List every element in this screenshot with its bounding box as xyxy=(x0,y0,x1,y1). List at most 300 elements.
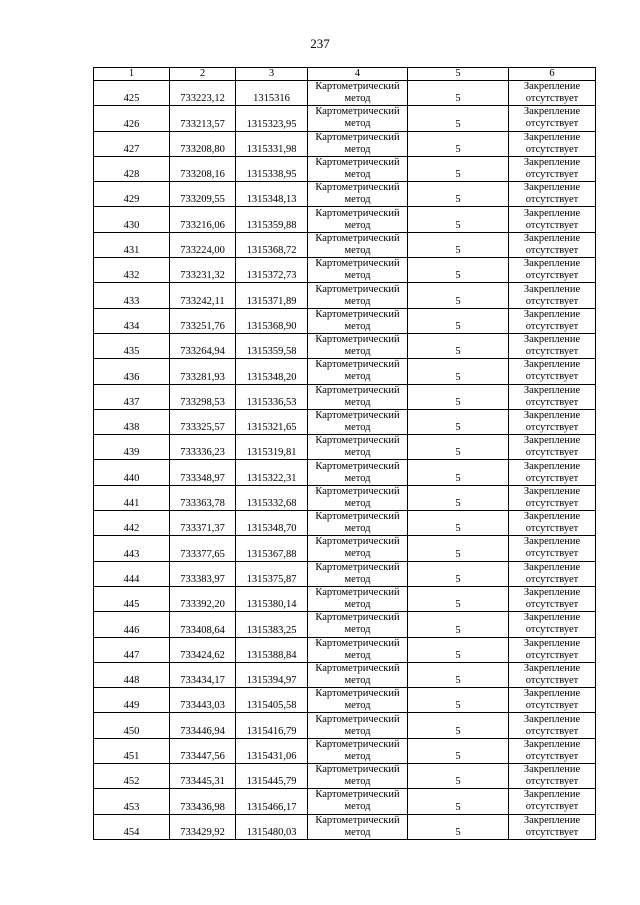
table-row xyxy=(94,131,596,156)
method-cell-line-2: метод xyxy=(344,776,371,788)
method-cell-line-1: Картометрический xyxy=(315,359,400,371)
table-row xyxy=(94,258,596,283)
method-cell-line-1: Картометрический xyxy=(315,232,400,244)
point-number-cell: 444 xyxy=(94,561,170,586)
method-cell-line-1: Картометрический xyxy=(315,283,400,295)
point-number-cell: 437 xyxy=(94,384,170,409)
accuracy-cell: 5 xyxy=(408,713,509,738)
fixation-cell-line-1: Закрепление xyxy=(523,308,581,320)
accuracy-cell: 5 xyxy=(408,409,509,434)
header-row xyxy=(94,68,596,81)
fixation-cell xyxy=(509,511,596,536)
accuracy-cell: 5 xyxy=(408,511,509,536)
method-cell-line-2: метод xyxy=(344,143,371,155)
method-cell-line-1: Картометрический xyxy=(315,131,400,143)
method-cell-line-1: Картометрический xyxy=(315,561,400,573)
method-cell xyxy=(308,662,408,687)
y-coordinate-cell: 1315323,95 xyxy=(236,106,308,131)
point-number-cell: 450 xyxy=(94,713,170,738)
coordinates-table xyxy=(93,67,596,840)
table-row xyxy=(94,662,596,687)
y-coordinate-cell: 1315348,20 xyxy=(236,359,308,384)
fixation-cell xyxy=(509,561,596,586)
fixation-cell xyxy=(509,81,596,106)
method-cell-line-2: метод xyxy=(344,244,371,256)
x-coordinate-cell: 733424,62 xyxy=(170,637,236,662)
point-number-cell: 445 xyxy=(94,586,170,611)
x-coordinate-cell: 733377,65 xyxy=(170,536,236,561)
point-number-cell: 440 xyxy=(94,460,170,485)
accuracy-cell: 5 xyxy=(408,536,509,561)
fixation-cell-line-1: Закрепление xyxy=(523,258,581,270)
x-coordinate-cell: 733447,56 xyxy=(170,738,236,763)
y-coordinate-cell: 1315480,03 xyxy=(236,814,308,839)
table-row xyxy=(94,485,596,510)
fixation-cell-line-2: отсутствует xyxy=(525,447,579,459)
fixation-cell-line-2: отсутствует xyxy=(525,295,579,307)
fixation-cell-line-1: Закрепление xyxy=(523,789,581,801)
table-row xyxy=(94,738,596,763)
fixation-cell-line-2: отсутствует xyxy=(525,776,579,788)
fixation-cell xyxy=(509,435,596,460)
header-cell-5: 5 xyxy=(408,68,509,81)
x-coordinate-cell: 733325,57 xyxy=(170,409,236,434)
x-coordinate-cell: 733216,06 xyxy=(170,207,236,232)
table-row xyxy=(94,232,596,257)
method-cell xyxy=(308,182,408,207)
method-cell-line-1: Картометрический xyxy=(315,334,400,346)
fixation-cell xyxy=(509,207,596,232)
fixation-cell-line-2: отсутствует xyxy=(525,371,579,383)
fixation-cell-line-1: Закрепление xyxy=(523,384,581,396)
fixation-cell xyxy=(509,738,596,763)
fixation-cell-line-1: Закрепление xyxy=(523,182,581,194)
x-coordinate-cell: 733429,92 xyxy=(170,814,236,839)
method-cell-line-1: Картометрический xyxy=(315,258,400,270)
y-coordinate-cell: 1315368,72 xyxy=(236,232,308,257)
fixation-cell-line-2: отсутствует xyxy=(525,244,579,256)
fixation-cell-line-2: отсутствует xyxy=(525,674,579,686)
x-coordinate-cell: 733348,97 xyxy=(170,460,236,485)
point-number-cell: 433 xyxy=(94,283,170,308)
fixation-cell-line-1: Закрепление xyxy=(523,359,581,371)
table-row xyxy=(94,460,596,485)
method-cell xyxy=(308,384,408,409)
table-body xyxy=(94,81,596,840)
y-coordinate-cell: 1315367,88 xyxy=(236,536,308,561)
point-number-cell: 425 xyxy=(94,81,170,106)
method-cell-line-1: Картометрический xyxy=(315,384,400,396)
y-coordinate-cell: 1315416,79 xyxy=(236,713,308,738)
table-row xyxy=(94,688,596,713)
fixation-cell-line-2: отсутствует xyxy=(525,472,579,484)
method-cell xyxy=(308,131,408,156)
x-coordinate-cell: 733223,12 xyxy=(170,81,236,106)
fixation-cell-line-1: Закрепление xyxy=(523,688,581,700)
method-cell-line-1: Картометрический xyxy=(315,713,400,725)
fixation-cell-line-2: отсутствует xyxy=(525,396,579,408)
fixation-cell xyxy=(509,232,596,257)
method-cell-line-2: метод xyxy=(344,396,371,408)
table-row xyxy=(94,612,596,637)
fixation-cell-line-1: Закрепление xyxy=(523,207,581,219)
header-cell-2: 2 xyxy=(170,68,236,81)
x-coordinate-cell: 733363,78 xyxy=(170,485,236,510)
method-cell-line-1: Картометрический xyxy=(315,536,400,548)
accuracy-cell: 5 xyxy=(408,764,509,789)
method-cell xyxy=(308,156,408,181)
accuracy-cell: 5 xyxy=(408,814,509,839)
accuracy-cell: 5 xyxy=(408,612,509,637)
point-number-cell: 432 xyxy=(94,258,170,283)
table-row xyxy=(94,814,596,839)
method-cell xyxy=(308,435,408,460)
fixation-cell xyxy=(509,662,596,687)
table-row xyxy=(94,283,596,308)
fixation-cell xyxy=(509,131,596,156)
y-coordinate-cell: 1315322,31 xyxy=(236,460,308,485)
fixation-cell-line-1: Закрепление xyxy=(523,460,581,472)
fixation-cell-line-1: Закрепление xyxy=(523,612,581,624)
fixation-cell-line-1: Закрепление xyxy=(523,410,581,421)
method-cell-line-1: Картометрический xyxy=(315,738,400,750)
method-cell-line-1: Картометрический xyxy=(315,157,400,169)
method-cell-line-1: Картометрический xyxy=(315,789,400,801)
table-row xyxy=(94,511,596,536)
point-number-cell: 449 xyxy=(94,688,170,713)
method-cell-line-2: метод xyxy=(344,219,371,231)
accuracy-cell: 5 xyxy=(408,586,509,611)
method-cell xyxy=(308,713,408,738)
fixation-cell-line-1: Закрепление xyxy=(523,283,581,295)
y-coordinate-cell: 1315336,53 xyxy=(236,384,308,409)
fixation-cell-line-1: Закрепление xyxy=(523,511,581,523)
fixation-cell-line-1: Закрепление xyxy=(523,106,581,118)
y-coordinate-cell: 1315466,17 xyxy=(236,789,308,814)
x-coordinate-cell: 733443,03 xyxy=(170,688,236,713)
fixation-cell-line-2: отсутствует xyxy=(525,599,579,611)
point-number-cell: 431 xyxy=(94,232,170,257)
y-coordinate-cell: 1315316 xyxy=(236,81,308,106)
accuracy-cell: 5 xyxy=(408,207,509,232)
fixation-cell xyxy=(509,359,596,384)
method-cell xyxy=(308,207,408,232)
method-cell xyxy=(308,485,408,510)
fixation-cell xyxy=(509,106,596,131)
fixation-cell-line-2: отсутствует xyxy=(525,169,579,181)
fixation-cell-line-2: отсутствует xyxy=(525,270,579,282)
fixation-cell-line-1: Закрепление xyxy=(523,637,581,649)
fixation-cell-line-2: отсутствует xyxy=(525,548,579,560)
accuracy-cell: 5 xyxy=(408,308,509,333)
point-number-cell: 427 xyxy=(94,131,170,156)
accuracy-cell: 5 xyxy=(408,106,509,131)
fixation-cell-line-2: отсутствует xyxy=(525,523,579,535)
accuracy-cell: 5 xyxy=(408,333,509,358)
method-cell-line-2: метод xyxy=(344,599,371,611)
y-coordinate-cell: 1315359,58 xyxy=(236,333,308,358)
method-cell-line-1: Картометрический xyxy=(315,511,400,523)
fixation-cell xyxy=(509,409,596,434)
method-cell-line-1: Картометрический xyxy=(315,764,400,776)
y-coordinate-cell: 1315359,88 xyxy=(236,207,308,232)
method-cell-line-2: метод xyxy=(344,422,371,433)
accuracy-cell: 5 xyxy=(408,485,509,510)
header-cell-4: 4 xyxy=(308,68,408,81)
fixation-cell-line-2: отсутствует xyxy=(525,725,579,737)
accuracy-cell: 5 xyxy=(408,384,509,409)
x-coordinate-cell: 733231,32 xyxy=(170,258,236,283)
method-cell-line-2: метод xyxy=(344,194,371,206)
y-coordinate-cell: 1315394,97 xyxy=(236,662,308,687)
method-cell-line-1: Картометрический xyxy=(315,637,400,649)
method-cell xyxy=(308,764,408,789)
fixation-cell-line-2: отсутствует xyxy=(525,624,579,636)
method-cell-line-2: метод xyxy=(344,725,371,737)
point-number-cell: 439 xyxy=(94,435,170,460)
table-row xyxy=(94,637,596,662)
method-cell-line-2: метод xyxy=(344,118,371,130)
fixation-cell-line-1: Закрепление xyxy=(523,764,581,776)
accuracy-cell: 5 xyxy=(408,232,509,257)
method-cell xyxy=(308,637,408,662)
fixation-cell-line-1: Закрепление xyxy=(523,485,581,497)
table-row xyxy=(94,713,596,738)
x-coordinate-cell: 733281,93 xyxy=(170,359,236,384)
method-cell xyxy=(308,359,408,384)
y-coordinate-cell: 1315375,87 xyxy=(236,561,308,586)
x-coordinate-cell: 733224,00 xyxy=(170,232,236,257)
method-cell-line-1: Картометрический xyxy=(315,587,400,599)
fixation-cell-line-2: отсутствует xyxy=(525,118,579,130)
method-cell xyxy=(308,536,408,561)
fixation-cell-line-2: отсутствует xyxy=(525,826,579,838)
table-row xyxy=(94,308,596,333)
table-row xyxy=(94,182,596,207)
table-row xyxy=(94,435,596,460)
y-coordinate-cell: 1315380,14 xyxy=(236,586,308,611)
fixation-cell xyxy=(509,789,596,814)
fixation-cell-line-1: Закрепление xyxy=(523,587,581,599)
method-cell xyxy=(308,106,408,131)
x-coordinate-cell: 733446,94 xyxy=(170,713,236,738)
point-number-cell: 430 xyxy=(94,207,170,232)
fixation-cell-line-2: отсутствует xyxy=(525,422,579,433)
point-number-cell: 436 xyxy=(94,359,170,384)
method-cell xyxy=(308,409,408,434)
method-cell-line-2: метод xyxy=(344,346,371,358)
method-cell-line-1: Картометрический xyxy=(315,435,400,447)
method-cell-line-2: метод xyxy=(344,523,371,535)
x-coordinate-cell: 733436,98 xyxy=(170,789,236,814)
method-cell xyxy=(308,81,408,106)
method-cell-line-1: Картометрический xyxy=(315,612,400,624)
method-cell-line-2: метод xyxy=(344,548,371,560)
y-coordinate-cell: 1315371,89 xyxy=(236,283,308,308)
method-cell xyxy=(308,460,408,485)
fixation-cell-line-2: отсутствует xyxy=(525,219,579,231)
header-cell-1: 1 xyxy=(94,68,170,81)
x-coordinate-cell: 733208,16 xyxy=(170,156,236,181)
method-cell xyxy=(308,738,408,763)
header-cell-6: 6 xyxy=(509,68,596,81)
method-cell xyxy=(308,308,408,333)
fixation-cell-line-1: Закрепление xyxy=(523,334,581,346)
x-coordinate-cell: 733208,80 xyxy=(170,131,236,156)
fixation-cell-line-2: отсутствует xyxy=(525,320,579,332)
y-coordinate-cell: 1315319,81 xyxy=(236,435,308,460)
x-coordinate-cell: 733445,31 xyxy=(170,764,236,789)
y-coordinate-cell: 1315331,98 xyxy=(236,131,308,156)
fixation-cell-line-2: отсутствует xyxy=(525,346,579,358)
accuracy-cell: 5 xyxy=(408,688,509,713)
table-row xyxy=(94,333,596,358)
method-cell-line-1: Картометрический xyxy=(315,81,400,93)
fixation-cell-line-2: отсутствует xyxy=(525,649,579,661)
fixation-cell-line-1: Закрепление xyxy=(523,561,581,573)
point-number-cell: 434 xyxy=(94,308,170,333)
fixation-cell-line-1: Закрепление xyxy=(523,435,581,447)
table-row xyxy=(94,359,596,384)
fixation-cell-line-1: Закрепление xyxy=(523,738,581,750)
fixation-cell-line-1: Закрепление xyxy=(523,814,581,826)
method-cell-line-2: метод xyxy=(344,750,371,762)
table-row xyxy=(94,789,596,814)
point-number-cell: 429 xyxy=(94,182,170,207)
method-cell-line-2: метод xyxy=(344,573,371,585)
point-number-cell: 428 xyxy=(94,156,170,181)
x-coordinate-cell: 733434,17 xyxy=(170,662,236,687)
method-cell xyxy=(308,688,408,713)
fixation-cell-line-2: отсутствует xyxy=(525,573,579,585)
point-number-cell: 451 xyxy=(94,738,170,763)
accuracy-cell: 5 xyxy=(408,460,509,485)
method-cell-line-1: Картометрический xyxy=(315,207,400,219)
method-cell xyxy=(308,612,408,637)
fixation-cell-line-1: Закрепление xyxy=(523,131,581,143)
fixation-cell xyxy=(509,156,596,181)
point-number-cell: 453 xyxy=(94,789,170,814)
fixation-cell-line-2: отсутствует xyxy=(525,93,579,105)
method-cell-line-2: метод xyxy=(344,801,371,813)
table-row xyxy=(94,561,596,586)
fixation-cell xyxy=(509,308,596,333)
fixation-cell-line-1: Закрепление xyxy=(523,81,581,93)
table-row xyxy=(94,106,596,131)
table-row xyxy=(94,586,596,611)
method-cell-line-2: метод xyxy=(344,270,371,282)
fixation-cell xyxy=(509,333,596,358)
y-coordinate-cell: 1315383,25 xyxy=(236,612,308,637)
accuracy-cell: 5 xyxy=(408,156,509,181)
method-cell-line-2: метод xyxy=(344,447,371,459)
x-coordinate-cell: 733242,11 xyxy=(170,283,236,308)
page-number: 237 xyxy=(310,36,330,51)
fixation-cell-line-2: отсутствует xyxy=(525,700,579,712)
method-cell-line-2: метод xyxy=(344,371,371,383)
method-cell-line-2: метод xyxy=(344,497,371,509)
header-cell-3: 3 xyxy=(236,68,308,81)
accuracy-cell: 5 xyxy=(408,789,509,814)
x-coordinate-cell: 733209,55 xyxy=(170,182,236,207)
accuracy-cell: 5 xyxy=(408,182,509,207)
x-coordinate-cell: 733264,94 xyxy=(170,333,236,358)
y-coordinate-cell: 1315445,79 xyxy=(236,764,308,789)
table-row xyxy=(94,536,596,561)
accuracy-cell: 5 xyxy=(408,561,509,586)
accuracy-cell: 5 xyxy=(408,81,509,106)
method-cell xyxy=(308,258,408,283)
fixation-cell-line-2: отсутствует xyxy=(525,497,579,509)
fixation-cell xyxy=(509,384,596,409)
accuracy-cell: 5 xyxy=(408,637,509,662)
accuracy-cell: 5 xyxy=(408,283,509,308)
y-coordinate-cell: 1315321,65 xyxy=(236,409,308,434)
fixation-cell xyxy=(509,586,596,611)
method-cell-line-2: метод xyxy=(344,93,371,105)
fixation-cell xyxy=(509,637,596,662)
accuracy-cell: 5 xyxy=(408,359,509,384)
method-cell xyxy=(308,586,408,611)
x-coordinate-cell: 733392,20 xyxy=(170,586,236,611)
fixation-cell-line-2: отсутствует xyxy=(525,143,579,155)
method-cell xyxy=(308,561,408,586)
method-cell-line-1: Картометрический xyxy=(315,662,400,674)
method-cell-line-2: метод xyxy=(344,320,371,332)
y-coordinate-cell: 1315431,06 xyxy=(236,738,308,763)
method-cell-line-1: Картометрический xyxy=(315,308,400,320)
method-cell-line-1: Картометрический xyxy=(315,460,400,472)
method-cell xyxy=(308,814,408,839)
y-coordinate-cell: 1315372,73 xyxy=(236,258,308,283)
method-cell-line-1: Картометрический xyxy=(315,410,400,421)
accuracy-cell: 5 xyxy=(408,131,509,156)
method-cell-line-1: Картометрический xyxy=(315,106,400,118)
fixation-cell-line-2: отсутствует xyxy=(525,194,579,206)
method-cell-line-2: метод xyxy=(344,674,371,686)
table-row xyxy=(94,81,596,106)
y-coordinate-cell: 1315348,13 xyxy=(236,182,308,207)
accuracy-cell: 5 xyxy=(408,662,509,687)
fixation-cell xyxy=(509,283,596,308)
y-coordinate-cell: 1315405,58 xyxy=(236,688,308,713)
point-number-cell: 454 xyxy=(94,814,170,839)
point-number-cell: 452 xyxy=(94,764,170,789)
method-cell-line-2: метод xyxy=(344,826,371,838)
fixation-cell xyxy=(509,485,596,510)
method-cell-line-2: метод xyxy=(344,624,371,636)
method-cell xyxy=(308,283,408,308)
method-cell-line-1: Картометрический xyxy=(315,182,400,194)
table-row xyxy=(94,384,596,409)
fixation-cell-line-1: Закрепление xyxy=(523,536,581,548)
x-coordinate-cell: 733383,97 xyxy=(170,561,236,586)
method-cell-line-1: Картометрический xyxy=(315,485,400,497)
point-number-cell: 442 xyxy=(94,511,170,536)
x-coordinate-cell: 733251,76 xyxy=(170,308,236,333)
fixation-cell-line-1: Закрепление xyxy=(523,157,581,169)
point-number-cell: 435 xyxy=(94,333,170,358)
table-row xyxy=(94,764,596,789)
x-coordinate-cell: 733371,37 xyxy=(170,511,236,536)
table-row xyxy=(94,156,596,181)
point-number-cell: 438 xyxy=(94,409,170,434)
x-coordinate-cell: 733213,57 xyxy=(170,106,236,131)
x-coordinate-cell: 733298,53 xyxy=(170,384,236,409)
fixation-cell xyxy=(509,182,596,207)
fixation-cell-line-1: Закрепление xyxy=(523,662,581,674)
accuracy-cell: 5 xyxy=(408,738,509,763)
